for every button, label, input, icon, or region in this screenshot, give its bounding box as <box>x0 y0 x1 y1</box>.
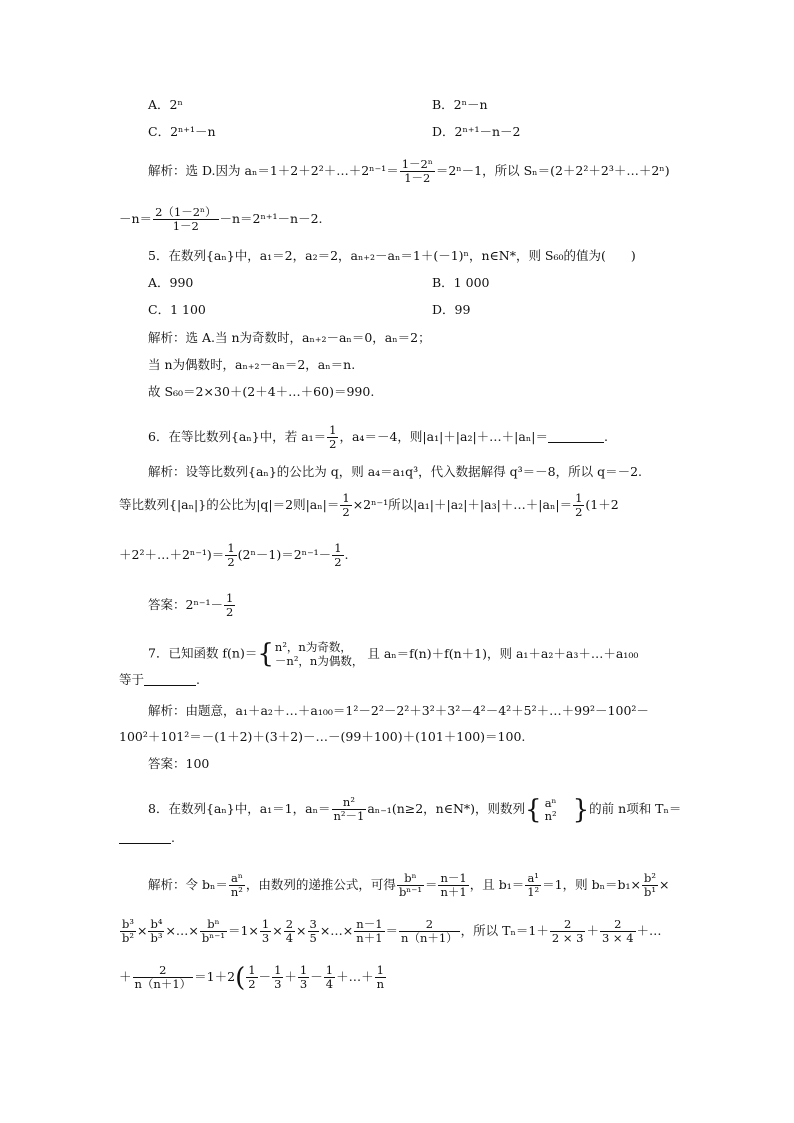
piecewise-cases: n²，n为奇数， －n²，n为偶数， <box>274 640 364 668</box>
q5-solution-line1: 解析：选 A.当 n为奇数时，aₙ₊₂－aₙ＝0，aₙ＝2； <box>148 330 431 345</box>
fraction: $\frac{2}{n(n+1)}$ <box>134 963 192 991</box>
q4-solution-line2: －n＝ $\frac{\text{2（1－2ⁿ）}}{1-2}$ －n＝2ⁿ⁺¹－n－2. <box>119 205 323 233</box>
q7-stem-line2: 等于 . <box>119 672 200 687</box>
q7-answer: 答案：100 <box>148 756 210 771</box>
fraction: $\frac{\text{b³}}{\text{b²}}$ <box>122 917 134 945</box>
fraction: $\frac{1}{2}$ <box>248 963 256 991</box>
q4-option-c: C．2ⁿ⁺¹－n <box>148 124 216 139</box>
fraction: $\frac{1}{2}$ <box>575 491 583 519</box>
q5-stem: 5．在数列{aₙ}中，a₁＝2，a₂＝2，aₙ₊₂－aₙ＝1＋(－1)ⁿ，n∈N*，则 S₆₀的值为( ) <box>148 248 636 263</box>
q6-stem: 6．在等比数列{aₙ}中，若 a₁＝ $\frac{1}{2}$ ，a₄＝－4，则|a₁|＋|a₂|＋…＋|aₙ|＝ . <box>148 423 608 451</box>
q4-option-b: B．2ⁿ－n <box>432 97 488 112</box>
left-paren-icon: ( <box>235 962 246 993</box>
q5-solution-line2: 当 n为偶数时，aₙ₊₂－aₙ＝2，aₙ＝n. <box>148 357 356 372</box>
q5-option-d: D．99 <box>432 302 471 317</box>
q6-solution-line1: 解析：设等比数列{aₙ}的公比为 q，则 a₄＝a₁q³，代入数据解得 q³＝－8，所以 q＝－2. <box>148 464 642 479</box>
answer-blank <box>144 673 196 686</box>
fraction: $\frac{1}{3}$ <box>261 917 270 945</box>
fraction: $\frac{1}{2}$ <box>329 423 337 451</box>
q5-option-c: C．1 100 <box>148 302 206 317</box>
fraction: $\frac{\text{b⁴}}{\text{b³}}$ <box>150 917 163 945</box>
q4-option-a: A．2ⁿ <box>148 97 183 112</box>
fraction: $\frac{1}{3}$ <box>299 963 308 991</box>
fraction: $\frac{\text{bⁿ}}{\text{bⁿ⁻¹}}$ <box>398 871 422 899</box>
left-brace-icon: { <box>257 639 274 669</box>
fraction: $\frac{1}{2}$ <box>334 541 342 569</box>
fraction: $\frac{1}{2}$ <box>342 491 350 519</box>
q5-option-a: A．990 <box>148 275 194 290</box>
q4-option-d: D．2ⁿ⁺¹－n－2 <box>432 124 521 139</box>
fraction: $\frac{\text{2（1－2ⁿ）}}{1-2}$ <box>155 205 217 233</box>
fraction: $\frac{1}{2}$ <box>227 541 235 569</box>
q8-solution-line3: ＋ $\frac{2}{n(n+1)}$ ＝1＋2( $\frac{1}{2}$ － $\frac{1}{3}$ ＋ $\frac{1}{3}$ － $\frac{1}{4}$ ＋…＋ $\frac{1}{n}$ <box>119 962 385 993</box>
fraction: $\frac{\text{1－2ⁿ}}{1-2}$ <box>401 157 433 185</box>
q8-stem: 8．在数列{aₙ}中，a₁＝1，aₙ＝ $\frac{\text{n²}}{\text{n²－1}}$ aₙ₋₁(n≥2，n∈N*)，则数列{ aⁿ n² }的前 n项和 Tₙ＝ <box>148 794 682 825</box>
fraction: $\frac{n-1}{n+1}$ <box>356 917 383 945</box>
q7-solution-line2: 100²＋101²＝－(1＋2)＋(3＋2)－…－(99＋100)＋(101＋100)＝100. <box>119 729 526 744</box>
fraction: $\frac{n-1}{n+1}$ <box>440 871 467 899</box>
fraction: $\frac{2}{4}$ <box>285 917 294 945</box>
q5-option-b: B．1 000 <box>432 275 490 290</box>
fraction: $\frac{\text{b²}}{\text{b¹}}$ <box>643 871 656 899</box>
q7-solution-line1: 解析：由题意，a₁＋a₂＋…＋a₁₀₀＝1²－2²－2²＋3²＋3²－4²－4²＋5²＋…＋99²－100²－ <box>148 703 649 718</box>
answer-blank <box>119 831 171 844</box>
fraction: $\frac{2}{3 \times 4}$ <box>601 917 634 945</box>
q6-solution-line2: 等比数列{|aₙ|}的公比为|q|＝2则|aₙ|＝ $\frac{1}{2}$ ×2ⁿ⁻¹所以|a₁|＋|a₂|＋|a₃|＋…＋|aₙ|＝ $\frac{1}{2}$ (1＋2 <box>119 491 619 519</box>
answer-blank <box>548 430 604 443</box>
fraction: $\frac{\text{n²}}{\text{n²－1}}$ <box>333 795 365 823</box>
fraction: $\frac{1}{n}$ <box>376 963 385 991</box>
q6-answer: 答案：2ⁿ⁻¹－ $\frac{1}{2}$ <box>148 591 234 619</box>
fraction: $\frac{1}{3}$ <box>274 963 282 991</box>
fraction: $\frac{\text{bⁿ}}{\text{bⁿ⁻¹}}$ <box>201 917 225 945</box>
fraction: $\frac{1}{2}$ <box>225 591 234 619</box>
q8-solution-line2: $\frac{\text{b³}}{\text{b²}}$ × $\frac{\text{b⁴}}{\text{b³}}$ ×…× $\frac{\text{bⁿ}}{\text{bⁿ⁻¹}}$ ＝1× $\frac{1}{3}$ × $\frac{2}{4}$ × $\frac{3}{5}$ ×…× $\frac{n-1}{n+1}$ ＝ $\frac{2}{n(n+1)}$ ，所以 Tₙ＝1＋ $\frac{2}{2 \times 3}$ ＋ $\frac{2}{3 \times 4}$ ＋… <box>122 917 662 945</box>
fraction: $\frac{\text{a¹}}{\text{1²}}$ <box>527 871 540 899</box>
fraction: $\frac{2}{2 \times 3}$ <box>551 917 584 945</box>
q5-solution-line3: 故 S₆₀＝2×30＋(2＋4＋…＋60)＝990. <box>148 384 375 399</box>
q6-solution-line3: ＋2²＋…＋2ⁿ⁻¹)＝ $\frac{1}{2}$ (2ⁿ－1)＝2ⁿ⁻¹－ $\frac{1}{2}$ . <box>119 541 349 569</box>
fraction: $\frac{3}{5}$ <box>309 917 317 945</box>
q7-stem: 7．已知函数 f(n)＝{ n²，n为奇数， －n²，n为偶数， 且 aₙ＝f(n)＋f(n＋1)，则 a₁＋a₂＋a₃＋…＋a₁₀₀ <box>148 639 639 669</box>
fraction: $\frac{2}{n(n+1)}$ <box>401 917 458 945</box>
q4-solution-line1: 解析：选 D.因为 aₙ＝1＋2＋2²＋…＋2ⁿ⁻¹＝ $\frac{\text{1－2ⁿ}}{1-2}$ ＝2ⁿ－1，所以 Sₙ＝(2＋2²＋2³＋…＋2ⁿ) <box>148 157 670 185</box>
left-brace-icon: { <box>525 794 542 825</box>
q8-solution-line1: 解析：令 bₙ＝ $\frac{\text{aⁿ}}{\text{n²}}$ ，由数列的递推公式，可得 $\frac{\text{bⁿ}}{\text{bⁿ⁻¹}}$ ＝ $\frac{n-1}{n+1}$ ，且 b₁＝ $\frac{\text{a¹}}{\text{1²}}$ ＝1，则 bₙ＝b₁× $\frac{\text{b²}}{\text{b¹}}$ × <box>148 871 670 899</box>
fraction: aⁿ n² <box>544 795 557 823</box>
right-brace-icon: } <box>572 794 590 825</box>
fraction: $\frac{\text{aⁿ}}{\text{n²}}$ <box>230 871 243 899</box>
fraction: $\frac{1}{4}$ <box>325 963 334 991</box>
q8-stem-line2: . <box>119 830 175 846</box>
